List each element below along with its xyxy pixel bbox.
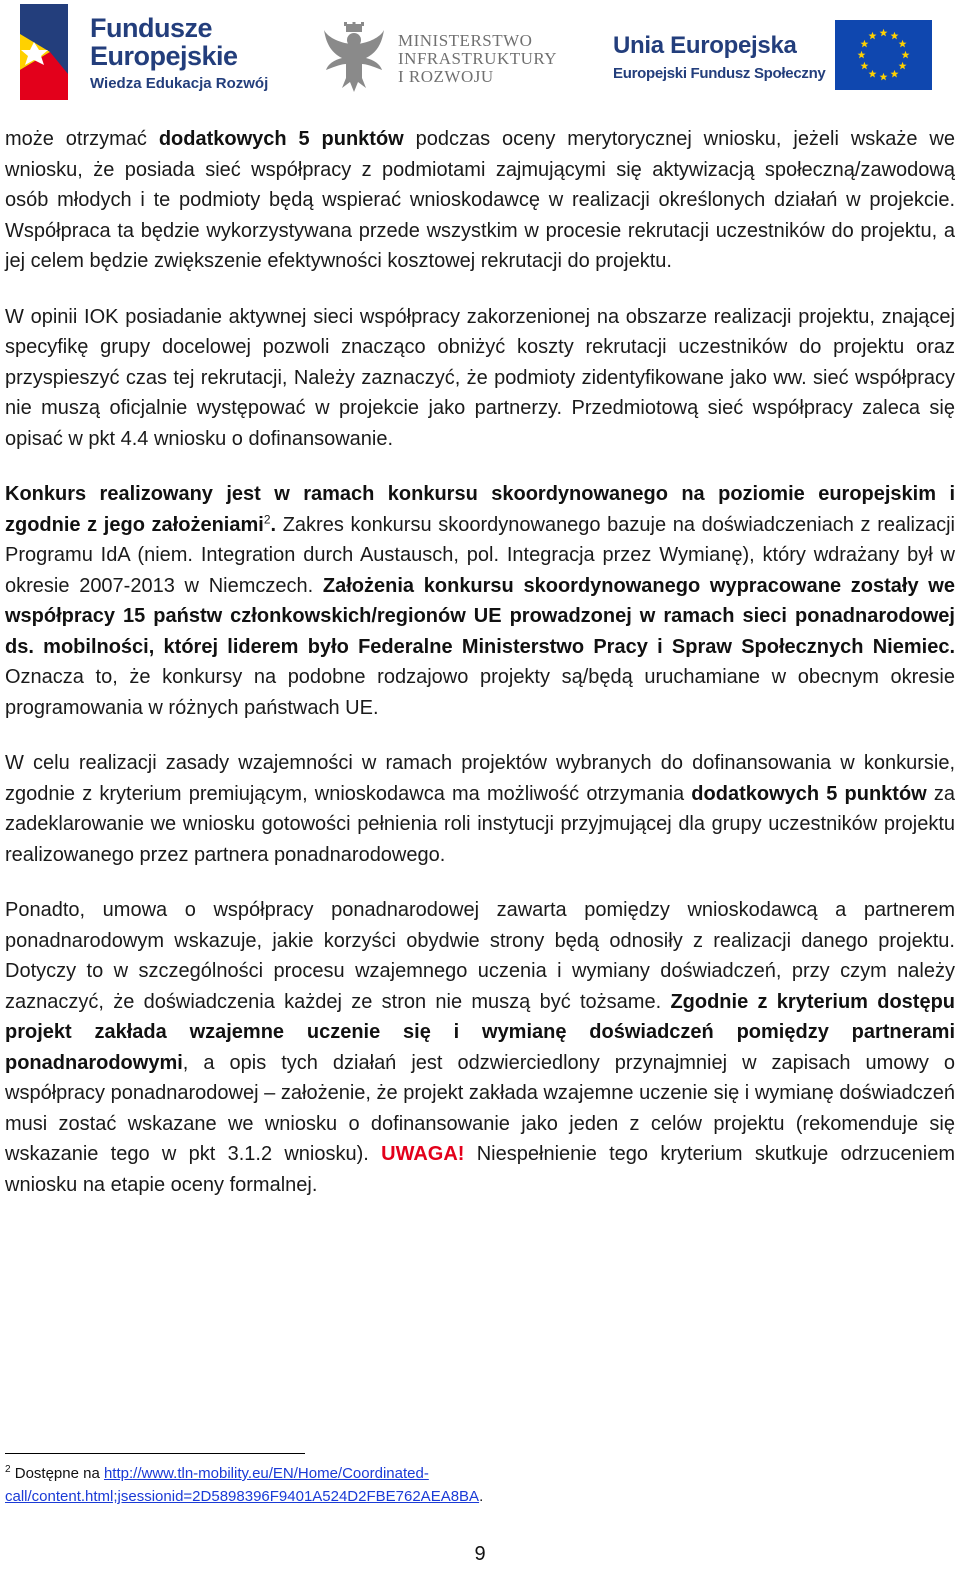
fe-logo-line1: Fundusze — [90, 13, 212, 43]
fundusze-europejskie-flag-icon — [20, 4, 76, 100]
p4-bold-points: dodatkowych 5 punktów — [691, 782, 927, 805]
fe-logo-line2: Europejskie — [90, 41, 238, 71]
fe-logo-tagline: Wiedza Edukacja Rozwój — [90, 75, 269, 92]
p3-bold-a-end: . — [270, 513, 277, 536]
p3-bold-b: Założenia konkursu skoordynowanego wypracowane zostały we współpracy 15 państw członkowskich/regionów UE prowadzonej w ramach sieci ponadnarodowej ds. mobilności, której liderem było Federalne Ministerstwo Pracy i Spraw Społecznych Niemiec. — [5, 574, 955, 658]
p1-text-a: może otrzymać — [5, 128, 159, 150]
polish-eagle-icon — [322, 22, 386, 94]
paragraph-3 — [5, 479, 955, 723]
page-number: 9 — [474, 1543, 486, 1565]
paragraph-1 — [5, 124, 955, 277]
p5-text-a: Ponadto, umowa o współpracy ponadnarodowej zawarta pomiędzy wnioskodawcą a partnerem ponadnarodowym wskazuje, jakie korzyści obydwie strony będą odnosiły z realizacji danego projektu. Dotyczy to w szczególności procesu wzajemnego uczenia i wymiany doświadczeń, przy czym należy zaznaczyć, że doświadczenia każdej ze stron nie muszą być tożsame. — [5, 899, 955, 1013]
p3-text-c: Zakres konkursu skoordynowanego bazuje na doświadczeniach z realizacji Programu IdA (niem. Integration durch Austausch, pol. Integracja przez Wymianę), który wdrażany był w okresie 2007-2013 w Niemczech. — [5, 513, 955, 597]
p5-text-d: Niespełnienie tego kryterium skutkuje odrzuceniem wniosku na etapie oceny formalnej. — [5, 1143, 955, 1196]
ministry-logo — [398, 32, 557, 86]
unia-europejska-logo — [613, 33, 825, 85]
paragraph-5 — [5, 895, 955, 1200]
footnote-number: 2 — [5, 1464, 11, 1475]
p5-text-c: , a opis tych działań jest odzwierciedlony przynajmniej w zapisach umowy o współpracy ponadnarodowej – założenie, że projekt zakłada wzajemne uczenie się i wymianę doświadczeń musi zostać wskazane we wniosku o dofinansowanie jako jeden z celów projektu (rekomenduje się wskazanie tego w pkt 3.1.2 wniosku). — [5, 1051, 955, 1165]
ue-logo-line1: Unia Europejska — [613, 32, 797, 59]
p1-bold-points: dodatkowych 5 punktów — [158, 128, 404, 150]
ministry-logo-line1: MINISTERSTWO — [398, 31, 533, 50]
footnote-prefix: Dostępne na — [10, 1465, 104, 1482]
p3-text-d: Oznacza to, że konkursy na podobne rodzajowo projekty są/będą uruchamiane w obecnym okresie programowania w różnych państwach UE. — [5, 666, 955, 719]
p4-text-a: W celu realizacji zasady wzajemności w ramach projektów wybranych do dofinansowania w konkursie, zgodnie z kryterium premiującym, wnioskodawca ma możliwość otrzymania — [5, 752, 955, 805]
fundusze-europejskie-logo — [90, 14, 268, 94]
footnote-link[interactable]: http://www.tln-mobility.eu/EN/Home/Coordinated-call/content.html;jsessionid=2D5898396F9401A524D2FBE762AEA8BA — [5, 1465, 480, 1505]
ministry-logo-line3: I ROZWOJU — [398, 67, 494, 86]
warning-label: UWAGA! — [381, 1143, 465, 1165]
footnote-divider — [5, 1453, 305, 1454]
footnote — [5, 1462, 705, 1508]
p3-bold-a: Konkurs realizowany jest w ramach konkursu skoordynowanego na poziomie europejskim i zgodnie z jego założeniami — [5, 483, 955, 536]
eu-flag-icon — [835, 20, 932, 90]
ministry-logo-line2: INFRASTRUKTURY — [398, 49, 558, 68]
p1-text-c: podczas oceny merytorycznej wniosku, jeżeli wskaże we wniosku, że posiada sieć współpracy z podmiotami zajmującymi się aktywizacją społeczną/zawodową osób młodych i te podmioty będą wspierać wnioskodawcę w realizacji określonych działań w projekcie. Współpraca ta będzie wykorzystywana przede wszystkim w procesie rekrutacji uczestników do projektu, a jej celem będzie zwiększenie efektywności kosztowej rekrutacji do projektu. — [5, 128, 955, 272]
p4-text-c: za zadeklarowanie we wniosku gotowości pełnienia roli instytucji przyjmującej dla grupy uczestników projektu realizowanego przez partnera ponadnarodowego. — [5, 782, 955, 866]
footnote-suffix: . — [479, 1488, 484, 1505]
paragraph-2: W opinii IOK posiadanie aktywnej sieci współpracy zakorzenionej na obszarze realizacji projektu, znającej specyfikę grupy docelowej pozwoli znacząco obniżyć koszty rekrutacji uczestników do projektu oraz przyspieszyć czas tej rekrutacji, Należy zaznaczyć, że podmioty zidentyfikowane jako ww. sieć współpracy nie muszą oficjalnie występować w projekcie jako partnerzy. Przedmiotową sieć współpracy zaleca się opisać w pkt 4.4 wniosku o dofinansowanie. — [5, 305, 955, 450]
logo-bar — [0, 0, 960, 105]
paragraph-4 — [5, 748, 955, 870]
p5-bold-criterion: Zgodnie z kryterium dostępu projekt zakłada wzajemne uczenie się i wymianę doświadczeń pomiędzy partnerami ponadnarodowymi — [5, 990, 956, 1074]
ue-logo-line2: Europejski Fundusz Społeczny — [613, 65, 826, 82]
footnote-ref: 2 — [263, 511, 271, 526]
document-body — [5, 124, 955, 1200]
